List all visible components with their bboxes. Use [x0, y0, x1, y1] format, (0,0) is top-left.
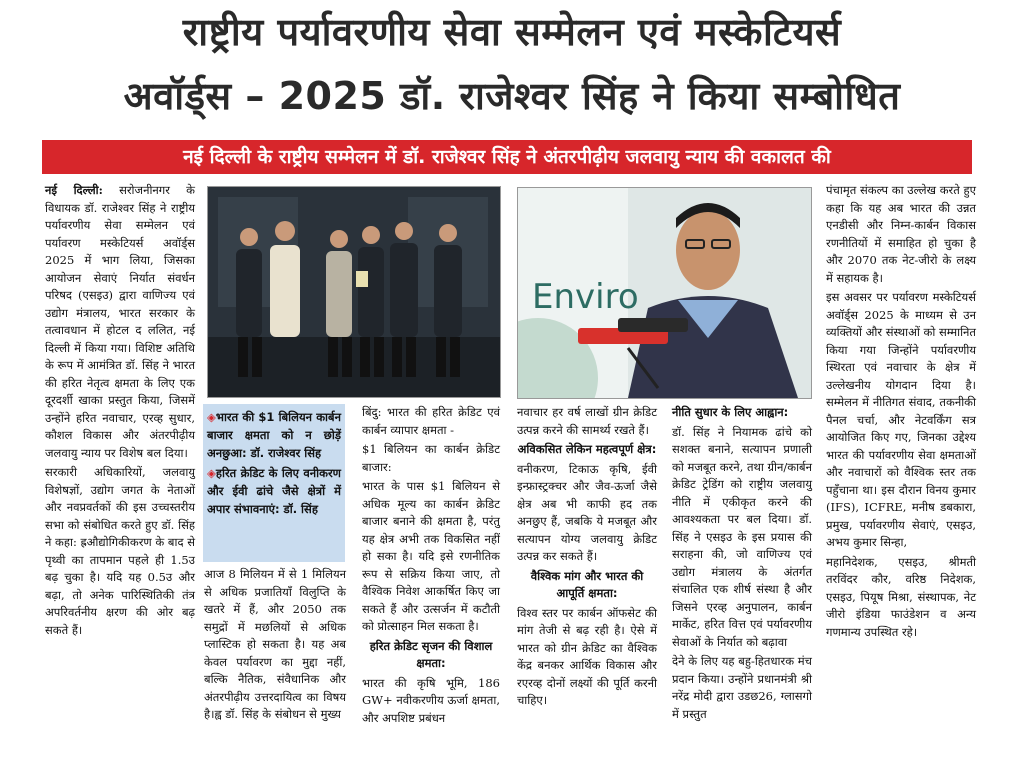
paragraph: महानिदेशक, एसइउ, श्रीमती तरविंदर कौर, वरिष्ठ निदेशक, एसइउ, पियूष मिश्रा, संस्थापक, नेट जीरो इंडिया फाउंडेशन व अन्य गणमान्य उपस्थित रहे। [826, 554, 976, 639]
highlight-item: ◈हरित क्रेडिट के लिए वनीकरण और ईवी ढांचे जैसे क्षेत्रों में अपार संभावनाएं: डॉ. सिंह [207, 466, 341, 516]
headline-line-2: अवॉर्ड्स – 2025 डॉ. राजेश्वर सिंह ने किया सम्बोधित [123, 74, 901, 118]
paragraph: पंचामृत संकल्प का उल्लेख करते हुए कहा कि यह अब भारत की उन्नत एनडीसी और निम्न-कार्बन विकास रणनीतियों में समाहित हो चुका है और 2070 तक नेट-जीरो के लक्ष्य में सहायक है। [826, 183, 976, 285]
speaker-illustration [518, 188, 811, 398]
dateline: नई दिल्ली: [45, 183, 103, 197]
paragraph: देने के लिए यह बहु-हितधारक मंच प्रदान किया। उन्होंने प्रधानमंत्री श्री नरेंद्र मोदी द्वारा उडछ26, ग्लासगो में प्रस्तुत [672, 654, 812, 721]
paragraph: भारत के पास $1 बिलियन से अधिक मूल्य का कार्बन क्रेडिट बाजार बनाने की क्षमता है, परंतु यह क्षेत्र अभी तक विकसित नहीं हो सका है। यदि इसे रणनीतिक रूप से सक्रिय किया जाए, तो वैश्विक निवेश आकर्षित किए जा सकते हैं और उत्सर्जन में कटौती को प्रोत्साहन मिल सकता है। [362, 479, 500, 633]
section-subhead: वैश्विक मांग और भारत की आपूर्ति क्षमता: [530, 568, 644, 600]
award-ceremony-illustration [208, 187, 500, 397]
article-column-2 [204, 566, 346, 726]
article-column-1 [45, 182, 195, 641]
paragraph: बिंदु: भारत की हरित क्रेडिट एवं कार्बन व्यापार क्षमता - [362, 405, 500, 437]
subheadline-banner: नई दिल्ली के राष्ट्रीय सम्मेलन में डॉ. राजेश्वर सिंह ने अंतरपीढ़ीय जलवायु न्याय की वकालत की [42, 140, 972, 174]
paragraph: वनीकरण, टिकाऊ कृषि, ईवी इन्फ्रास्ट्रक्चर और जैव-ऊर्जा जैसे क्षेत्र अब भी काफी हद तक अनछुए हैं, जबकि ये मजबूत और सत्यापन योग्य जलवायु क्रेडिट उत्पन्न कर सकते हैं। [517, 461, 657, 563]
article-column-4 [517, 404, 657, 712]
backdrop-text: Enviro [532, 277, 639, 317]
diamond-bullet-icon: ◈ [207, 410, 216, 424]
award-ceremony-photo [207, 186, 501, 398]
section-subhead: अविकसित लेकिन महत्वपूर्ण क्षेत्र: [517, 442, 657, 456]
diamond-bullet-icon: ◈ [207, 466, 216, 480]
paragraph: डॉ. सिंह ने नियामक ढांचे को सशक्त बनाने, सत्यापन प्रणाली को मजबूत करने, तथा ग्रीन/कार्बन क्रेडिट ट्रेडिंग को राष्ट्रीय जलवायु नीति में एकीकृत करने की आवश्यकता पर बल दिया। डॉ. सिंह ने एसइउ के इस प्रयास की सराहना की, जो वाणिज्य एवं उद्योग मंत्रालय के अंतर्गत संचालित एक शीर्ष संस्था है और जिसने एरव्ह अनुपालन, कार्बन मार्केट, हरित वित्त एवं पर्यावरणीय सेवाओं के निर्यात को बढ़ावा [672, 424, 812, 649]
section-subhead: नीति सुधार के लिए आह्वान: [672, 405, 789, 419]
speaker-photo [517, 187, 812, 399]
paragraph: भारत की कृषि भूमि, 186 GW+ नवीकरणीय ऊर्जा क्षमता, और अपशिष्ट प्रबंधन [362, 675, 500, 725]
highlight-item: ◈भारत की $1 बिलियन कार्बन बाजार क्षमता को न छोड़ें अनछुआ: डॉ. राजेश्वर सिंह [207, 410, 341, 460]
article-column-6 [826, 182, 976, 643]
paragraph: सरकारी अधिकारियों, जलवायु विशेषज्ञों, उद्योग जगत के नेताओं और नवप्रवर्तकों की इस उच्चस्तरीय सभा को संबोधित करते हुए डॉ. सिंह ने कहा: ह्रऔद्योगिकीकरण के बाद से पृथ्वी का तापमान पहले ही 1.5उ बढ़ चुका है। यदि यह 0.5उ और बढ़ा, तो अनेक पारिस्थितिकी तंत्र अपरिवर्तनीय क्षरण की ओर बढ़ सकते हैं। [45, 465, 195, 637]
paragraph: सरोजनीनगर के विधायक डॉ. राजेश्वर सिंह ने राष्ट्रीय पर्यावरणीय सेवा सम्मेलन एवं पर्यावरण मस्केटियर्स अवॉर्ड्स 2025 में भाग लिया, जिसका आयोजन सेवाएं निर्यात संवर्धन परिषद (एसइउ) द्वारा वाणिज्य एवं उद्योग मंत्रालय, भारत सरकार के तत्वावधान में होटल द ललित, नई दिल्ली में किया गया। विशिष्ट अतिथि के रूप में आमंत्रित डॉ. सिंह ने भारत की हरित नेतृत्व क्षमता के लिए एक दूरदर्शी खाका प्रस्तुत किया, जिसमें उन्होंने हरित नवाचार, एरव्ह सुधार, कौशल विकास और अंतरपीढ़ीय जलवायु न्याय पर विशेष बल दिया। [45, 183, 196, 460]
section-subhead: हरित क्रेडिट सृजन की विशाल क्षमता: [369, 638, 493, 670]
article-column-5 [672, 404, 812, 725]
paragraph: $1 बिलियन का कार्बन क्रेडिट बाजार: [362, 442, 500, 474]
paragraph: इस अवसर पर पर्यावरण मस्केटियर्स अवॉर्ड्स 2025 के माध्यम से उन व्यक्तियों और संस्थाओं को सम्मानित किया गया जिन्होंने पर्यावरणीय स्थिरता एवं नवाचार के क्षेत्र में उल्लेखनीय योगदान दिया है। सम्मेलन में नीतिगत संवाद, तकनीकी पैनल चर्चा, और नेटवर्किंग सत्र आयोजित किए गए, जिनका उद्देश्य भारत की पर्यावरणीय सेवा क्षमताओं और नवाचारों को वैश्विक स्तर तक पहुँचाना था। इस दौरान विनय कुमार (IFS), ICFRE, मनीष डबकारा, प्रमुख, पर्यावरणीय सेवाएं, एसइउ, अभय कुमार सिन्हा, [826, 290, 976, 549]
paragraph: नवाचार हर वर्ष लाखों ग्रीन क्रेडिट उत्पन्न करने की सामर्थ्य रखते हैं। [517, 405, 657, 437]
highlight-box [203, 404, 345, 562]
headline-line-1: राष्ट्रीय पर्यावरणीय सेवा सम्मेलन एवं मस्केटियर्स [182, 10, 842, 54]
article-column-3 [362, 404, 500, 729]
paragraph: विश्व स्तर पर कार्बन ऑफसेट की मांग तेजी से बढ़ रही है। ऐसे में भारत को ग्रीन क्रेडिट का वैश्विक केंद्र बनकर आर्थिक विकास और रएरव्ह दोनों लक्ष्यों की पूर्ति करनी चाहिए। [517, 605, 657, 707]
paragraph: आज 8 मिलियन में से 1 मिलियन से अधिक प्रजातियाँ विलुप्ति के खतरे में हैं, और 2050 तक समुद्रों में मछलियों से अधिक प्लास्टिक हो सकता है। यह अब केवल पर्यावरण का मुद्दा नहीं, बल्कि नैतिक, संवैधानिक और अंतरपीढ़ीय उत्तरदायित्व का विषय है।ह्व डॉ. सिंह के संबोधन से मुख्य [204, 567, 346, 721]
